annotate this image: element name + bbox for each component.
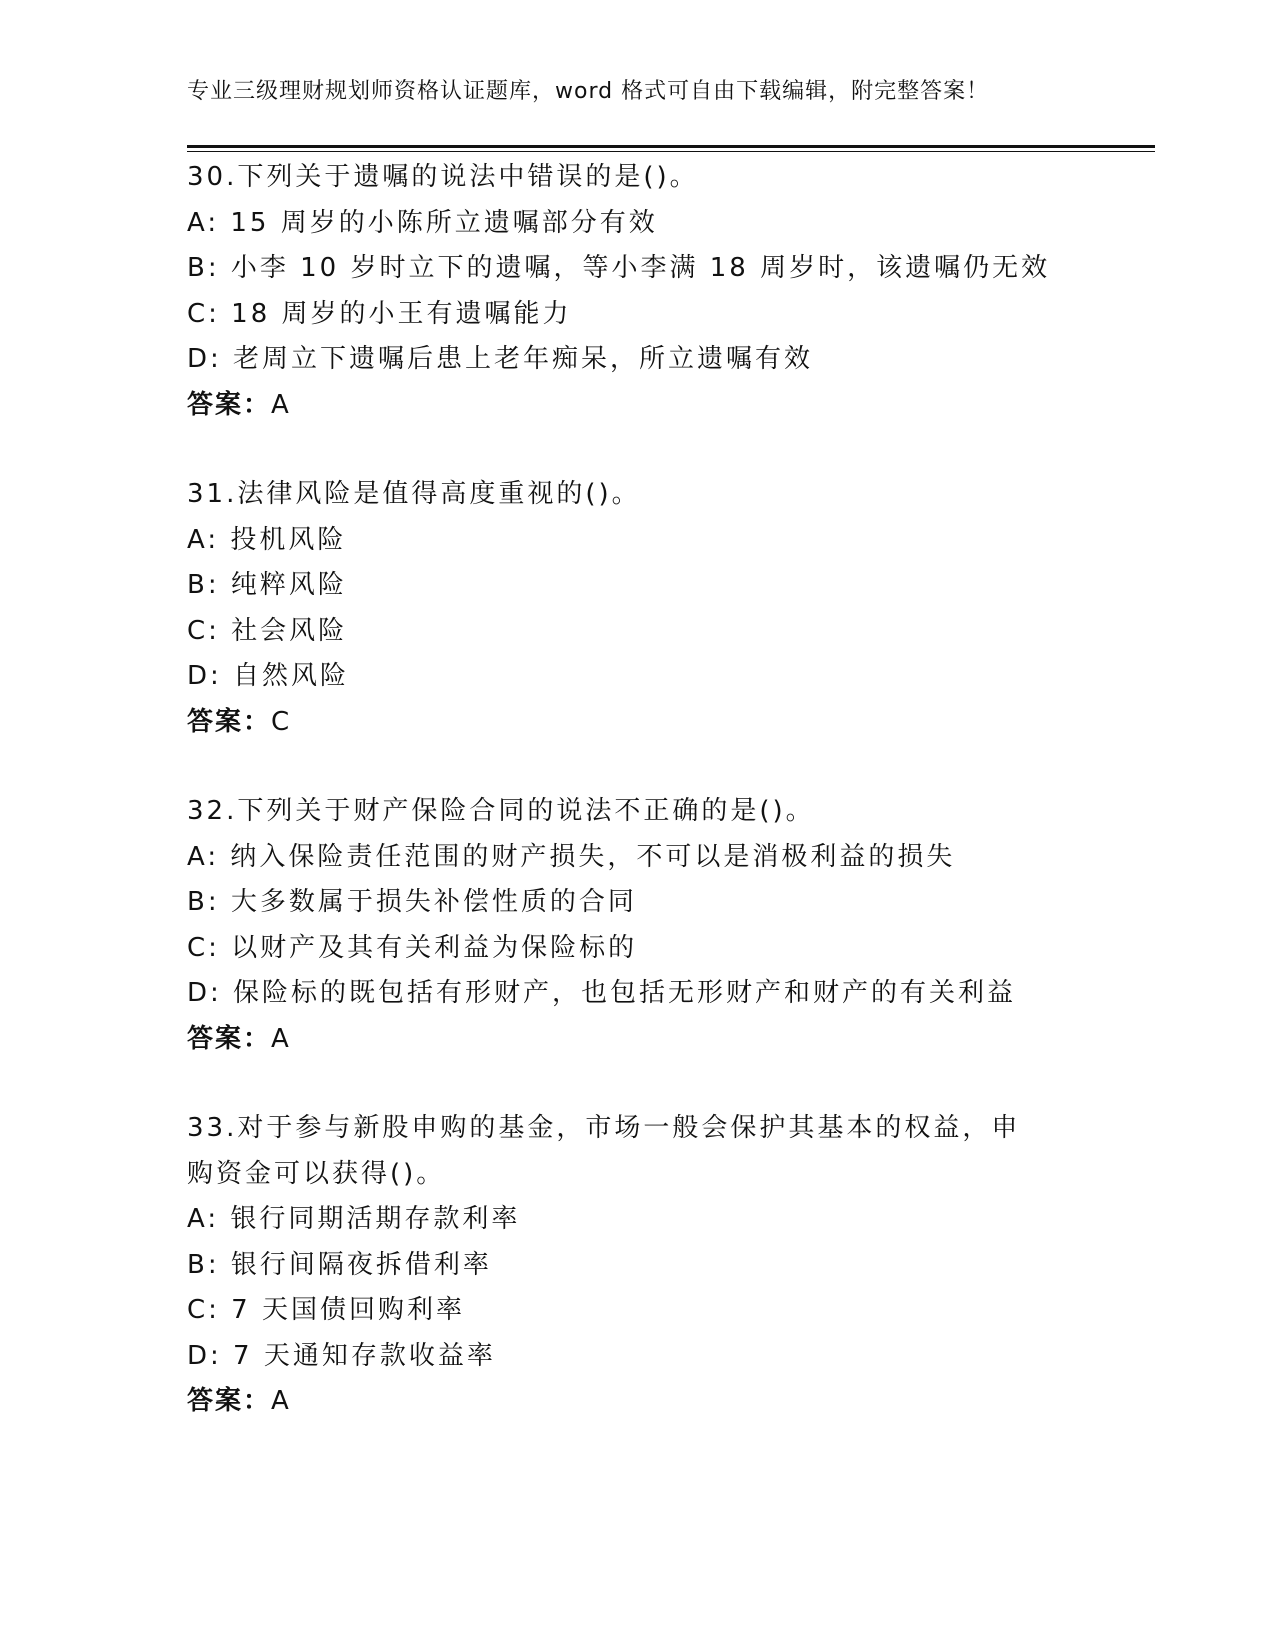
answer-row [187,700,1087,746]
answer-label: 答案： [187,1386,272,1416]
question-31 [187,472,1087,745]
option-d: D: 7 天通知存款收益率 [187,1340,496,1371]
option-c: C: 18 周岁的小王有遗嘱能力 [187,298,572,329]
answer-row [187,383,1087,429]
option-c: C: 7 天国债回购利率 [187,1295,465,1325]
header-rule-thin [187,151,1155,152]
question-32 [187,789,1087,1062]
question-list [187,155,1087,1469]
option-a: A: 投机风险 [187,524,347,555]
option-a: A: 15 周岁的小陈所立遗嘱部分有效 [187,207,658,238]
answer-value: A [271,389,291,420]
option-a: A: 纳入保险责任范围的财产损失，不可以是消极利益的损失 [187,841,956,872]
option-b: B: 纯粹风险 [187,570,347,600]
answer-row [187,1379,1087,1425]
answer-label: 答案： [187,706,272,737]
page-header: 专业三级理财规划师资格认证题库，word 格式可自由下载编辑，附完整答案！ [187,79,990,104]
option-a: A: 银行同期活期存款利率 [187,1204,521,1234]
option-d: D: 自然风险 [187,661,350,691]
answer-value: A [271,1023,291,1054]
header-rule-thick [187,145,1155,148]
question-stem: 33.对于参与新股申购的基金，市场一般会保护其基本的权益，申购资金可以获得()。 [187,1113,1021,1189]
answer-row [187,1017,1087,1063]
question-stem: 31.法律风险是值得高度重视的()。 [187,479,641,509]
question-stem: 30.下列关于遗嘱的说法中错误的是()。 [187,162,699,192]
option-d: D: 保险标的既包括有形财产，也包括无形财产和财产的有关利益 [187,978,1017,1008]
question-30 [187,155,1087,428]
option-c: C: 以财产及其有关利益为保险标的 [187,932,638,963]
answer-value: A [271,1386,291,1416]
answer-label: 答案： [187,1023,272,1054]
option-b: B: 大多数属于损失补偿性质的合同 [187,887,637,917]
option-b: B: 小李 10 岁时立下的遗嘱，等小李满 18 周岁时，该遗嘱仍无效 [187,253,1051,283]
option-b: B: 银行间隔夜拆借利率 [187,1249,492,1280]
option-c: C: 社会风险 [187,615,348,646]
option-d: D: 老周立下遗嘱后患上老年痴呆，所立遗嘱有效 [187,344,814,374]
question-stem: 32.下列关于财产保险合同的说法不正确的是()。 [187,796,815,826]
answer-label: 答案： [187,389,272,420]
answer-value: C [271,706,292,737]
question-33 [187,1106,1087,1425]
